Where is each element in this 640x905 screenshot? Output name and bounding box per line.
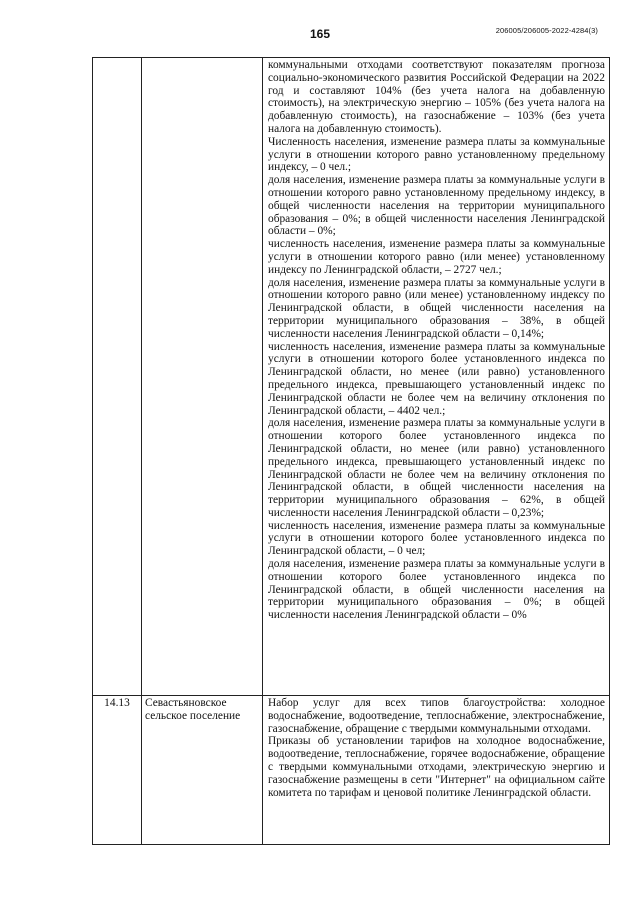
- document-id: 206005/206005-2022-4284(3): [495, 26, 598, 35]
- description-cell: [263, 696, 610, 845]
- paragraph: коммунальными отходами соответствуют показателям прогноза социально-экономического развития Российской Федерации на 2022 год и составляют 104% (без учета налога на добавленную стоимость), на электрическую энергию – 105% (без учета налога на добавленную стоимость), на газоснабжение – 103% (без учета налога на добавленную стоимость).: [268, 59, 605, 135]
- paragraph: доля населения, изменение размера платы за коммунальные услуги в отношении которого равно (или менее) установленному индексу по Ленинградской области, в общей численности населения на территории муниципального образования – 38%, в общей численности населения Ленинградской области – 0,14%;: [268, 276, 605, 340]
- row-number-cell: 14.13: [93, 696, 142, 845]
- page-number: 165: [309, 27, 331, 41]
- paragraph: Численность населения, изменение размера платы за коммунальные услуги в отношении которого равно установленному предельному индексу, – 0 чел.;: [268, 135, 605, 174]
- row-number-cell: [93, 58, 142, 696]
- paragraph: численность населения, изменение размера платы за коммунальные услуги в отношении которого более установленного индекса по Ленинградской области, но менее (или равно) установленного предельного индекса, превышающего установленный индекс по Ленинградской области не более чем на величину отклонения по Ленинградской области, – 4402 чел.;: [268, 340, 605, 417]
- paragraph: доля населения, изменение размера платы за коммунальные услуги в отношении которого более установленного индекса по Ленинградской области, но менее (или равно) установленного предельного индекса, превышающего установленный индекс по Ленинградской области не более чем на величину отклонения по Ленинградской области, в общей численности населения на территории муниципального образования – 62%, в общей численности населения Ленинградской области – 0,23%;: [268, 417, 605, 519]
- paragraph: численность населения, изменение размера платы за коммунальные услуги в отношении которого равно (или менее) установленному индексу по Ленинградской области, – 2727 чел.;: [268, 238, 605, 276]
- table-row: [93, 58, 610, 696]
- table-row: [93, 696, 610, 845]
- municipality-name-cell: [142, 58, 263, 696]
- description-cell: [263, 58, 610, 696]
- paragraph: доля населения, изменение размера платы за коммунальные услуги в отношении которого более установленного индекса по Ленинградской области, в общей численности населения на территории муниципального образования – 0%; в общей численности населения Ленинградской области – 0%: [268, 558, 605, 622]
- paragraph: доля населения, изменение размера платы за коммунальные услуги в отношении которого равно установленному предельному индексу, в общей численности населения на территории муниципального образования – 0%; в общей численности населения Ленинградской области – 0%;: [268, 174, 605, 238]
- paragraph: численность населения, изменение размера платы за коммунальные услуги в отношении которого более установленного индекса по Ленинградской области, – 0 чел;: [268, 519, 605, 558]
- paragraph: Приказы об установлении тарифов на холодное водоснабжение, водоотведение, теплоснабжение, горячее водоснабжение, обращение с твердыми коммунальными отходами, электрическую энергию и газоснабжение размещены в сети "Интернет" на официальном сайте комитета по тарифам и ценовой политике Ленинградской области.: [268, 735, 605, 799]
- paragraph: Набор услуг для всех типов благоустройства: холодное водоснабжение, водоотведение, теплоснабжение, электроснабжение, газоснабжение, обращение с твердыми коммунальными отходами.: [268, 697, 605, 735]
- municipal-utilities-table: [92, 57, 610, 845]
- municipality-name-cell: Севастьяновское сельское поселение: [142, 696, 263, 845]
